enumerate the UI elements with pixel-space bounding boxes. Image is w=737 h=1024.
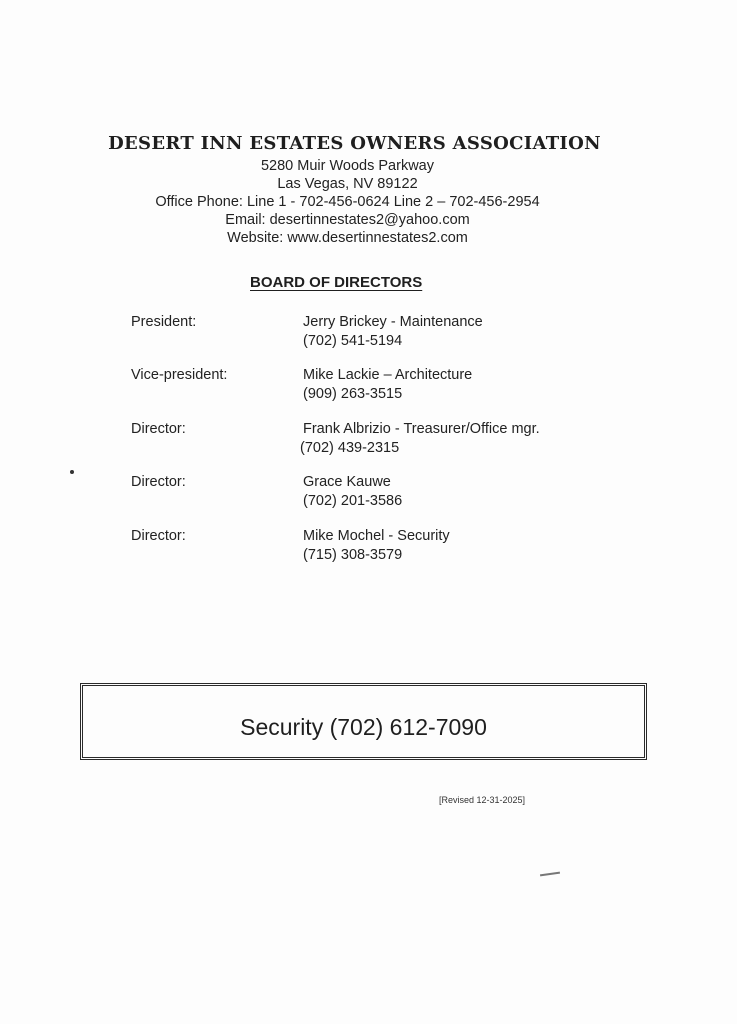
- organization-name: DESERT INN ESTATES OWNERS ASSOCIATION: [108, 133, 601, 154]
- member-role-vice-president: Vice-president:: [131, 367, 228, 383]
- member-entry-president: [303, 313, 483, 351]
- member-name: Frank Albrizio - Treasurer/Office mgr.: [303, 421, 540, 437]
- security-phone: Security (702) 612-7090: [240, 714, 487, 740]
- website-line: Website: www.desertinnestates2.com: [227, 230, 468, 246]
- scan-mark: [540, 872, 560, 877]
- address-street: 5280 Muir Woods Parkway: [260, 158, 434, 174]
- member-name: Mike Lackie – Architecture: [303, 367, 473, 383]
- member-entry-director: [303, 527, 450, 565]
- security-box: [80, 683, 647, 760]
- revised-date: [Revised 12-31-2025]: [439, 795, 526, 805]
- member-phone: (702) 439-2315: [300, 440, 400, 456]
- address-city: Las Vegas, NV 89122: [277, 176, 418, 192]
- scan-speck: [70, 470, 74, 474]
- member-entry-director: [300, 420, 540, 458]
- board-title: BOARD OF DIRECTORS: [250, 274, 423, 291]
- member-name: Jerry Brickey - Maintenance: [303, 314, 483, 330]
- member-phone: (909) 263-3515: [303, 386, 403, 402]
- member-phone: (702) 541-5194: [303, 333, 403, 349]
- email-line: Email: desertinnestates2@yahoo.com: [225, 212, 470, 228]
- office-phone: Office Phone: Line 1 - 702-456-0624 Line 2 – 702-456-2954: [155, 194, 540, 210]
- member-role-director: Director:: [131, 528, 186, 544]
- member-role-director: Director:: [131, 421, 186, 437]
- member-phone: (702) 201-3586: [303, 493, 403, 509]
- member-role-director: Director:: [131, 474, 186, 490]
- member-entry-vice-president: [303, 366, 472, 404]
- member-role-president: President:: [131, 314, 197, 330]
- member-name: Grace Kauwe: [303, 474, 391, 490]
- member-entry-director: [303, 473, 402, 511]
- member-phone: (715) 308-3579: [303, 547, 403, 563]
- member-name: Mike Mochel - Security: [303, 528, 450, 544]
